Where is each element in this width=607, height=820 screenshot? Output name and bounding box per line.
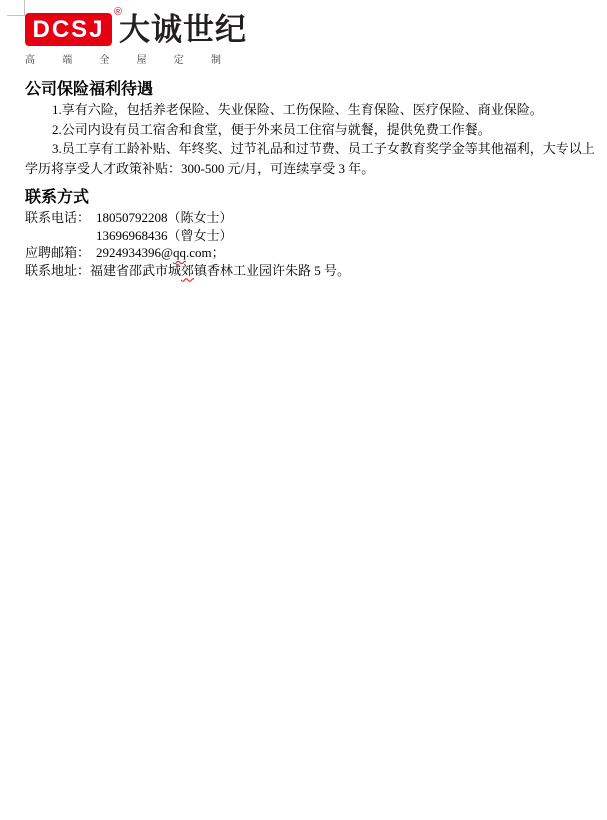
logo-acronym: DCSJ xyxy=(32,15,105,43)
tagline-char: 高 xyxy=(25,55,35,66)
address-prefix: 福建省邵武市城 xyxy=(90,262,182,278)
contact-phone-line-1 xyxy=(25,209,350,227)
benefit-line-1: 1.享有六险，包括养老保险、失业保险、工伤保险、生育保险、医疗保险、商业保险。 xyxy=(52,102,543,117)
email-suffix: .com； xyxy=(185,245,225,260)
contact-block xyxy=(25,209,350,279)
tagline-char: 屋 xyxy=(136,55,147,66)
tagline-char: 制 xyxy=(210,55,221,66)
tagline-char: 全 xyxy=(99,55,110,66)
company-logo xyxy=(25,6,247,66)
benefits-paragraph xyxy=(25,100,600,178)
benefit-line-3: 3.员工享有工龄补贴、年终奖、过节礼品和过节费、员工子女教育奖学金等其他福利，大专以上 xyxy=(52,141,595,156)
registered-trademark-icon: ® xyxy=(114,6,123,18)
address-label: 联系地址： xyxy=(25,262,91,278)
address-suffix: 镇香林工业园许朱路 5 号。 xyxy=(194,262,351,278)
phone-label: 联系电话： xyxy=(25,210,91,225)
email-address xyxy=(96,245,225,260)
address-text xyxy=(90,263,350,278)
benefit-line-4: 学历将享受人才政策补贴：300-500 元/月，可连续享受 3 年。 xyxy=(25,160,375,176)
phone-number-1: 18050792208（陈女士） xyxy=(96,210,233,225)
benefits-section-heading: 公司保险福利待遇 xyxy=(25,81,154,98)
text-boundary-corner-mark xyxy=(7,15,25,16)
contact-email-line xyxy=(25,244,350,262)
tagline-char: 端 xyxy=(62,55,73,66)
address-spellcheck-flag: 郊 xyxy=(181,262,195,278)
logo-red-box xyxy=(25,13,112,46)
email-label: 应聘邮箱： xyxy=(25,245,91,260)
benefit-line-2: 2.公司内设有员工宿舍和食堂，便于外来员工住宿与就餐，提供免费工作餐。 xyxy=(52,121,491,137)
logo-tagline xyxy=(25,51,221,66)
logo-brand-name: 大诚世纪 xyxy=(119,12,247,47)
contact-section-heading: 联系方式 xyxy=(25,189,90,206)
contact-phone-line-2 xyxy=(25,227,350,245)
logo-row xyxy=(25,6,247,47)
phone-number-2: 13696968436（曾女士） xyxy=(96,227,233,243)
email-prefix: 2924934396@ xyxy=(96,245,173,260)
tagline-char: 定 xyxy=(173,55,184,66)
contact-address-line xyxy=(25,262,350,280)
email-spellcheck-flag: qq xyxy=(172,245,186,260)
